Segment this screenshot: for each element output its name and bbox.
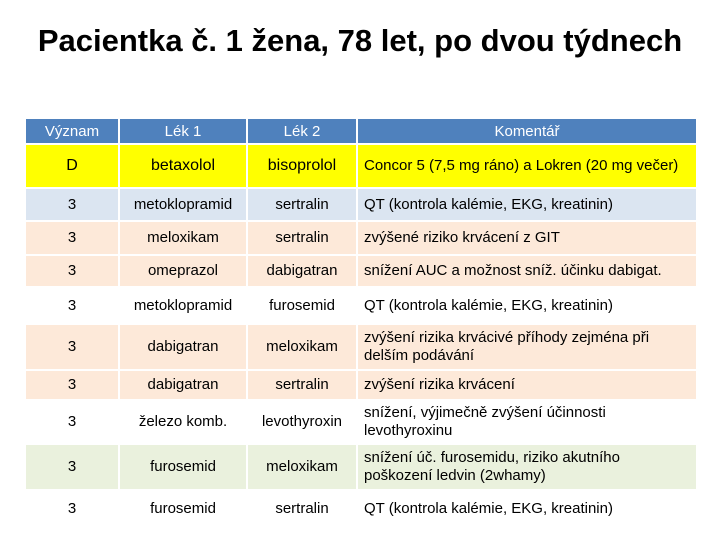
cell-lek-1: metoklopramid — [119, 287, 247, 324]
cell-vyznam: 3 — [25, 324, 119, 370]
cell-komentar: snížení úč. furosemidu, riziko akutního poškození ledvin (2whamy) — [357, 444, 697, 490]
cell-komentar: zvýšené riziko krvácení z GIT — [357, 221, 697, 255]
table-row — [25, 144, 697, 188]
header-komentar: Komentář — [357, 118, 697, 144]
cell-vyznam: 3 — [25, 287, 119, 324]
table-row — [25, 255, 697, 287]
cell-lek-2: sertralin — [247, 188, 357, 221]
cell-lek-1: furosemid — [119, 490, 247, 528]
interactions-table — [24, 117, 698, 529]
table-row — [25, 221, 697, 255]
cell-vyznam: 3 — [25, 255, 119, 287]
cell-lek-2: bisoprolol — [247, 144, 357, 188]
cell-lek-1: železo komb. — [119, 400, 247, 444]
cell-lek-1: dabigatran — [119, 370, 247, 400]
header-vyznam: Význam — [25, 118, 119, 144]
table-header-row — [25, 118, 697, 144]
page-title: Pacientka č. 1 žena, 78 let, po dvou týdnech — [37, 23, 683, 58]
cell-vyznam: 3 — [25, 400, 119, 444]
cell-lek-1: dabigatran — [119, 324, 247, 370]
cell-lek-1: betaxolol — [119, 144, 247, 188]
cell-lek-1: meloxikam — [119, 221, 247, 255]
cell-lek-1: omeprazol — [119, 255, 247, 287]
table-row — [25, 400, 697, 444]
cell-komentar: QT (kontrola kalémie, EKG, kreatinin) — [357, 490, 697, 528]
cell-vyznam: D — [25, 144, 119, 188]
cell-komentar: QT (kontrola kalémie, EKG, kreatinin) — [357, 188, 697, 221]
cell-lek-1: furosemid — [119, 444, 247, 490]
table-row — [25, 444, 697, 490]
cell-vyznam: 3 — [25, 221, 119, 255]
cell-lek-2: meloxikam — [247, 444, 357, 490]
cell-komentar: zvýšení rizika krvácení — [357, 370, 697, 400]
cell-komentar: zvýšení rizika krvácivé příhody zejména při delším podávání — [357, 324, 697, 370]
cell-komentar: snížení AUC a možnost sníž. účinku dabigat. — [357, 255, 697, 287]
table-row — [25, 490, 697, 528]
table-row — [25, 370, 697, 400]
cell-komentar: snížení, výjimečně zvýšení účinnosti levothyroxinu — [357, 400, 697, 444]
header-lek-1: Lék 1 — [119, 118, 247, 144]
cell-lek-2: sertralin — [247, 490, 357, 528]
header-lek-2: Lék 2 — [247, 118, 357, 144]
table-row — [25, 287, 697, 324]
cell-lek-2: levothyroxin — [247, 400, 357, 444]
cell-komentar: Concor 5 (7,5 mg ráno) a Lokren (20 mg večer) — [357, 144, 697, 188]
cell-lek-1: metoklopramid — [119, 188, 247, 221]
cell-lek-2: sertralin — [247, 221, 357, 255]
cell-vyznam: 3 — [25, 490, 119, 528]
cell-lek-2: dabigatran — [247, 255, 357, 287]
cell-vyznam: 3 — [25, 188, 119, 221]
table-row — [25, 324, 697, 370]
table-row — [25, 188, 697, 221]
cell-vyznam: 3 — [25, 444, 119, 490]
cell-lek-2: furosemid — [247, 287, 357, 324]
cell-vyznam: 3 — [25, 370, 119, 400]
cell-lek-2: sertralin — [247, 370, 357, 400]
cell-lek-2: meloxikam — [247, 324, 357, 370]
cell-komentar: QT (kontrola kalémie, EKG, kreatinin) — [357, 287, 697, 324]
